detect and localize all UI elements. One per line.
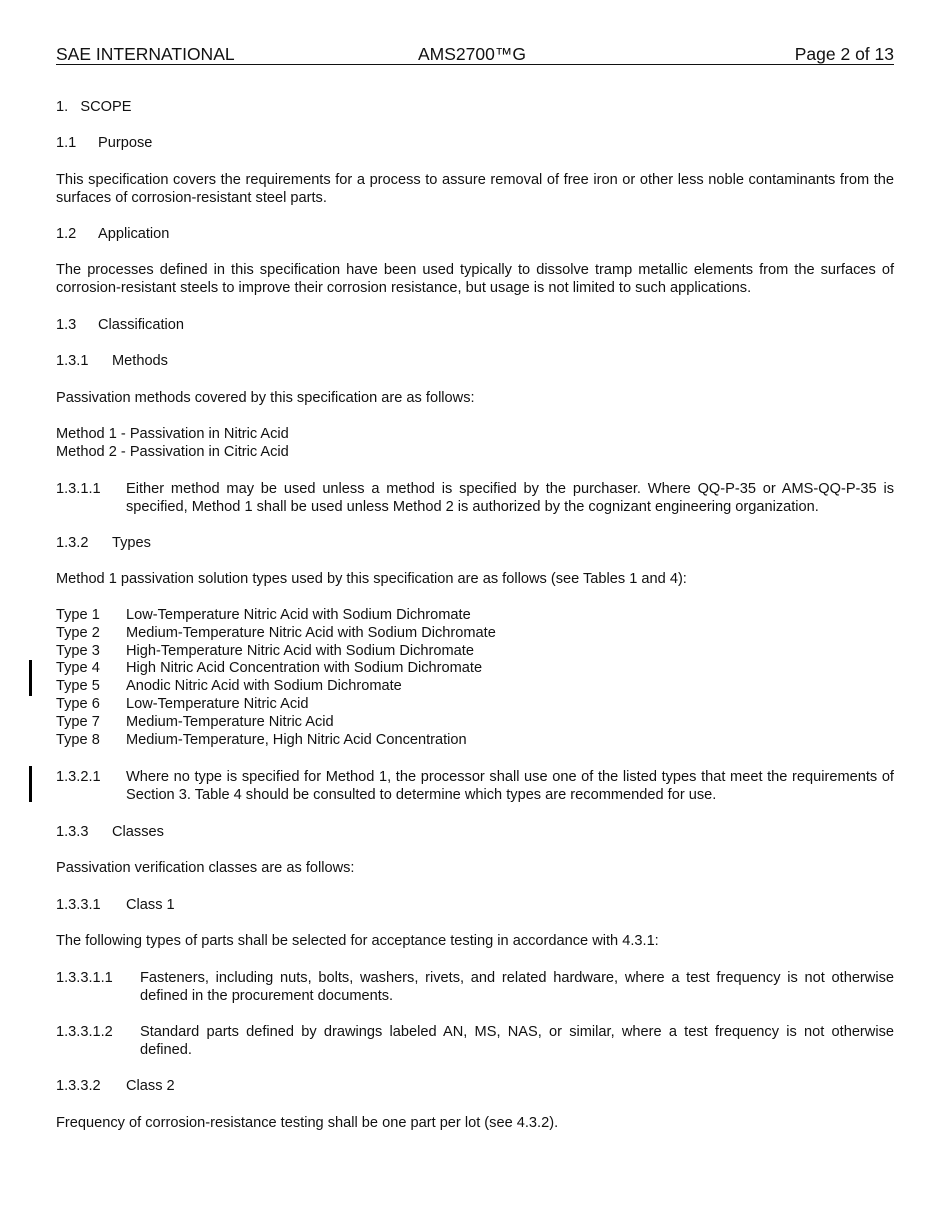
type-label: Type 6 <box>56 695 100 712</box>
header-document-id: AMS2700™G <box>418 44 526 64</box>
section-title: Methods <box>112 353 168 369</box>
list-item <box>56 714 894 732</box>
section-number: 1.3.1 <box>56 353 89 369</box>
type-label: Type 4 <box>56 660 100 677</box>
section-heading <box>56 316 894 334</box>
section-title: Class 2 <box>126 1078 175 1094</box>
section-title: Class 1 <box>126 897 175 913</box>
numbered-paragraph <box>56 1023 894 1059</box>
type-description: Anodic Nitric Acid with Sodium Dichromate <box>126 678 402 695</box>
section-heading <box>56 352 894 370</box>
numbered-paragraph <box>56 768 894 804</box>
paragraph-text: Standard parts defined by drawings labeled AN, MS, NAS, or similar, where a test frequency is not otherwise defined. <box>140 1024 894 1058</box>
section-title: Classes <box>112 824 164 840</box>
list-item <box>56 643 894 661</box>
paragraph: This specification covers the requirements for a process to assure removal of free iron or other less noble contaminants from the surfaces of corrosion-resistant steel parts. <box>56 172 894 206</box>
section-heading <box>56 98 894 116</box>
paragraph: The following types of parts shall be selected for acceptance testing in accordance with 4.3.1: <box>56 933 659 949</box>
type-description: Low-Temperature Nitric Acid <box>126 695 309 712</box>
numbered-paragraph <box>56 969 894 1005</box>
paragraph: The processes defined in this specification have been used typically to dissolve tramp metallic elements from the surfaces of corrosion-resistant steels to improve their corrosion resistance, but usage is not limited to such applications. <box>56 262 894 296</box>
paragraph-text: Either method may be used unless a method is specified by the purchaser. Where QQ-P-35 or AMS-QQ-P-35 is specified, Method 1 shall be used unless Method 2 is authorized by the cognizant engineering organization. <box>126 481 894 515</box>
section-heading <box>56 823 894 841</box>
section-heading <box>56 896 894 914</box>
paragraph-number: 1.3.3.1.1 <box>56 970 113 986</box>
list-item <box>56 607 894 625</box>
paragraph: Passivation verification classes are as follows: <box>56 860 355 876</box>
type-description: Medium-Temperature Nitric Acid <box>126 713 334 730</box>
type-description: High-Temperature Nitric Acid with Sodium Dichromate <box>126 642 474 659</box>
list-item <box>56 696 894 714</box>
list-item <box>56 678 894 696</box>
section-number: 1.3.3.2 <box>56 1078 101 1094</box>
numbered-paragraph <box>56 480 894 516</box>
section-title: Classification <box>98 317 184 333</box>
paragraph-text: Where no type is specified for Method 1, the processor shall use one of the listed types that meet the requirements of Section 3. Table 4 should be consulted to determine which types are recommended for use. <box>126 769 894 803</box>
header-page-number: Page 2 of 13 <box>794 44 894 64</box>
change-bar <box>29 766 32 802</box>
list-item <box>56 660 894 678</box>
type-label: Type 7 <box>56 713 100 730</box>
type-description: Medium-Temperature Nitric Acid with Sodium Dichromate <box>126 624 496 641</box>
section-number: 1.3 <box>56 317 77 333</box>
type-label: Type 2 <box>56 624 100 641</box>
method-list <box>56 425 894 461</box>
type-label: Type 1 <box>56 607 100 623</box>
list-item <box>56 732 894 750</box>
list-item <box>56 625 894 643</box>
list-item: Method 1 - Passivation in Nitric Acid <box>56 426 289 442</box>
paragraph-number: 1.3.3.1.2 <box>56 1024 113 1040</box>
section-number: 1.2 <box>56 226 77 242</box>
list-item: Method 2 - Passivation in Citric Acid <box>56 444 289 460</box>
section-number: 1. <box>56 99 69 115</box>
type-label: Type 3 <box>56 642 100 659</box>
section-title: SCOPE <box>80 99 132 115</box>
type-description: Low-Temperature Nitric Acid with Sodium Dichromate <box>126 607 471 623</box>
type-description: High Nitric Acid Concentration with Sodium Dichromate <box>126 660 483 677</box>
type-label: Type 5 <box>56 678 100 695</box>
paragraph: Frequency of corrosion-resistance testing shall be one part per lot (see 4.3.2). <box>56 1115 559 1131</box>
header-organization: SAE INTERNATIONAL <box>56 44 235 64</box>
paragraph-number: 1.3.1.1 <box>56 481 101 497</box>
type-description: Medium-Temperature, High Nitric Acid Concentration <box>126 731 467 748</box>
page-header <box>56 44 894 65</box>
section-number: 1.3.2 <box>56 535 89 551</box>
type-list <box>56 607 894 749</box>
section-title: Purpose <box>98 135 153 151</box>
section-number: 1.1 <box>56 135 77 151</box>
section-heading <box>56 534 894 552</box>
paragraph: Passivation methods covered by this specification are as follows: <box>56 390 475 406</box>
change-bar <box>29 660 32 696</box>
type-label: Type 8 <box>56 731 100 748</box>
section-title: Application <box>98 226 170 242</box>
section-heading <box>56 225 894 243</box>
section-number: 1.3.3 <box>56 824 89 840</box>
section-heading <box>56 134 894 152</box>
paragraph-text: Fasteners, including nuts, bolts, washers, rivets, and related hardware, where a test frequency is not otherwise defined in the procurement documents. <box>140 970 894 1004</box>
section-heading <box>56 1077 894 1095</box>
paragraph: Method 1 passivation solution types used by this specification are as follows (see Tables 1 and 4): <box>56 571 687 587</box>
section-number: 1.3.3.1 <box>56 897 101 913</box>
section-title: Types <box>112 535 151 551</box>
paragraph-number: 1.3.2.1 <box>56 769 101 785</box>
